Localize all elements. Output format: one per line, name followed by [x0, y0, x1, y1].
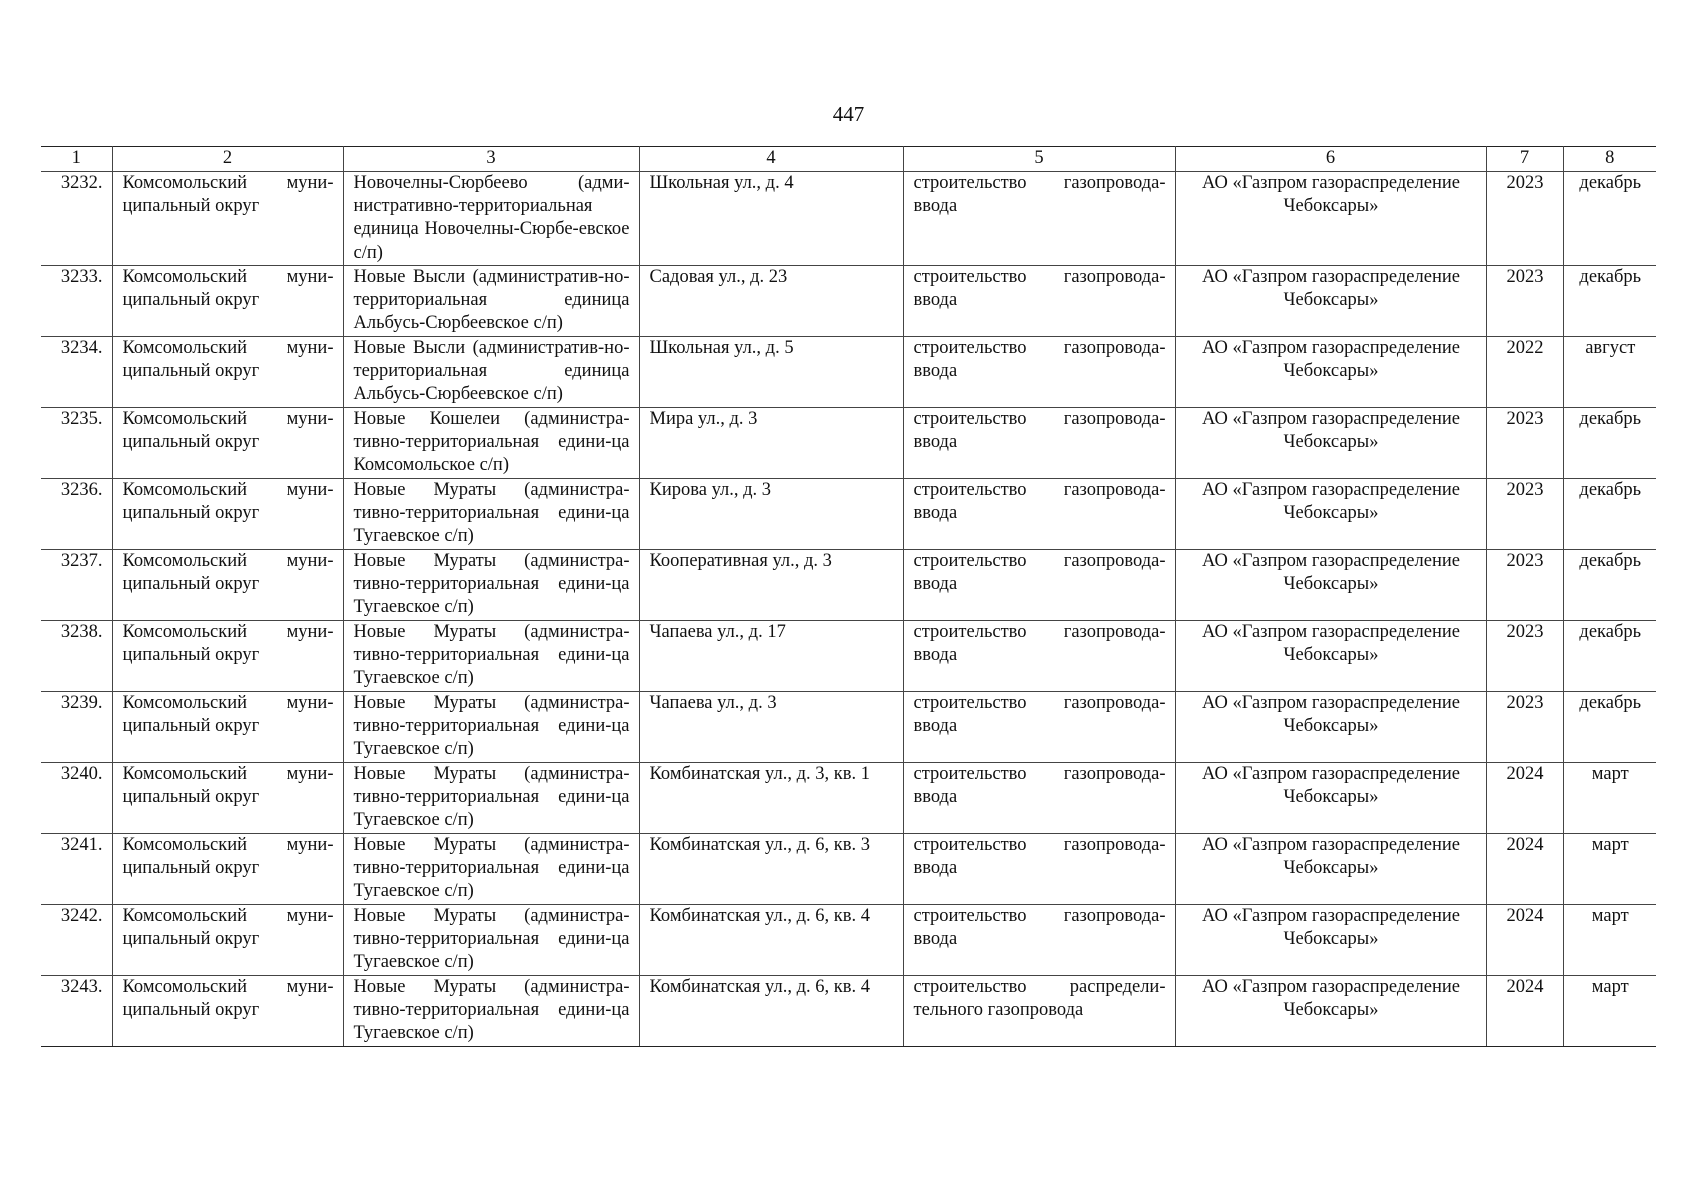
table-row: [41, 478, 1656, 549]
work-type-cell: строительство газопровода-ввода: [903, 265, 1175, 336]
contractor-cell: АО «Газпром газораспределение Чебоксары»: [1175, 172, 1486, 266]
row-number: 3235.: [41, 407, 112, 478]
work-type-cell: строительство газопровода-ввода: [903, 691, 1175, 762]
contractor-cell: АО «Газпром газораспределение Чебоксары»: [1175, 975, 1486, 1046]
table-row: [41, 172, 1656, 266]
table-row: [41, 265, 1656, 336]
district-cell: Комсомольский муни-ципальный округ: [112, 478, 343, 549]
contractor-cell: АО «Газпром газораспределение Чебоксары»: [1175, 549, 1486, 620]
year-cell: 2023: [1486, 620, 1563, 691]
row-number: 3243.: [41, 975, 112, 1046]
year-cell: 2024: [1486, 762, 1563, 833]
row-number: 3234.: [41, 336, 112, 407]
table-row: [41, 762, 1656, 833]
address-cell: Мира ул., д. 3: [639, 407, 903, 478]
settlement-cell: Новочелны-Сюрбеево (адми-нистративно-территориальная единица Новочелны-Сюрбе-евское с/п): [343, 172, 639, 266]
settlement-cell: Новые Мураты (администра-тивно-территориальная едини-ца Тугаевское с/п): [343, 620, 639, 691]
district-cell: Комсомольский муни-ципальный округ: [112, 762, 343, 833]
month-cell: март: [1563, 975, 1656, 1046]
year-cell: 2023: [1486, 478, 1563, 549]
address-cell: Кооперативная ул., д. 3: [639, 549, 903, 620]
row-number: 3240.: [41, 762, 112, 833]
year-cell: 2024: [1486, 833, 1563, 904]
district-cell: Комсомольский муни-ципальный округ: [112, 265, 343, 336]
row-number: 3232.: [41, 172, 112, 266]
table-row: [41, 407, 1656, 478]
month-cell: декабрь: [1563, 172, 1656, 266]
month-cell: август: [1563, 336, 1656, 407]
row-number: 3238.: [41, 620, 112, 691]
month-cell: декабрь: [1563, 478, 1656, 549]
address-cell: Чапаева ул., д. 3: [639, 691, 903, 762]
contractor-cell: АО «Газпром газораспределение Чебоксары»: [1175, 478, 1486, 549]
year-cell: 2023: [1486, 549, 1563, 620]
column-header: 3: [343, 147, 639, 172]
table-row: [41, 691, 1656, 762]
row-number: 3241.: [41, 833, 112, 904]
table-row: [41, 336, 1656, 407]
address-cell: Школьная ул., д. 4: [639, 172, 903, 266]
district-cell: Комсомольский муни-ципальный округ: [112, 172, 343, 266]
row-number: 3236.: [41, 478, 112, 549]
year-cell: 2024: [1486, 975, 1563, 1046]
settlement-cell: Новые Мураты (администра-тивно-территориальная едини-ца Тугаевское с/п): [343, 691, 639, 762]
row-number: 3239.: [41, 691, 112, 762]
row-number: 3237.: [41, 549, 112, 620]
year-cell: 2022: [1486, 336, 1563, 407]
settlement-cell: Новые Мураты (администра-тивно-территориальная едини-ца Тугаевское с/п): [343, 975, 639, 1046]
contractor-cell: АО «Газпром газораспределение Чебоксары»: [1175, 265, 1486, 336]
month-cell: декабрь: [1563, 620, 1656, 691]
table-row: [41, 549, 1656, 620]
district-cell: Комсомольский муни-ципальный округ: [112, 691, 343, 762]
contractor-cell: АО «Газпром газораспределение Чебоксары»: [1175, 620, 1486, 691]
district-cell: Комсомольский муни-ципальный округ: [112, 336, 343, 407]
district-cell: Комсомольский муни-ципальный округ: [112, 975, 343, 1046]
column-header: 8: [1563, 147, 1656, 172]
column-number-row: [41, 147, 1656, 172]
gasification-table: [41, 146, 1656, 1047]
work-type-cell: строительство газопровода-ввода: [903, 833, 1175, 904]
contractor-cell: АО «Газпром газораспределение Чебоксары»: [1175, 762, 1486, 833]
column-header: 7: [1486, 147, 1563, 172]
table-row: [41, 975, 1656, 1046]
work-type-cell: строительство газопровода-ввода: [903, 904, 1175, 975]
month-cell: декабрь: [1563, 407, 1656, 478]
page-number: 447: [832, 102, 865, 126]
contractor-cell: АО «Газпром газораспределение Чебоксары»: [1175, 904, 1486, 975]
work-type-cell: строительство газопровода-ввода: [903, 620, 1175, 691]
work-type-cell: строительство газопровода-ввода: [903, 762, 1175, 833]
settlement-cell: Новые Мураты (администра-тивно-территориальная едини-ца Тугаевское с/п): [343, 762, 639, 833]
month-cell: декабрь: [1563, 265, 1656, 336]
address-cell: Комбинатская ул., д. 3, кв. 1: [639, 762, 903, 833]
year-cell: 2023: [1486, 265, 1563, 336]
settlement-cell: Новые Кошелеи (администра-тивно-территориальная едини-ца Комсомольское с/п): [343, 407, 639, 478]
row-number: 3242.: [41, 904, 112, 975]
contractor-cell: АО «Газпром газораспределение Чебоксары»: [1175, 833, 1486, 904]
table-row: [41, 904, 1656, 975]
work-type-cell: строительство газопровода-ввода: [903, 549, 1175, 620]
address-cell: Комбинатская ул., д. 6, кв. 3: [639, 833, 903, 904]
column-header: 4: [639, 147, 903, 172]
month-cell: март: [1563, 833, 1656, 904]
year-cell: 2023: [1486, 172, 1563, 266]
contractor-cell: АО «Газпром газораспределение Чебоксары»: [1175, 336, 1486, 407]
settlement-cell: Новые Мураты (администра-тивно-территориальная едини-ца Тугаевское с/п): [343, 904, 639, 975]
column-header: 6: [1175, 147, 1486, 172]
settlement-cell: Новые Высли (административ-но-территориальная единица Альбусь-Сюрбеевское с/п): [343, 336, 639, 407]
work-type-cell: строительство газопровода-ввода: [903, 336, 1175, 407]
settlement-cell: Новые Мураты (администра-тивно-территориальная едини-ца Тугаевское с/п): [343, 549, 639, 620]
address-cell: Комбинатская ул., д. 6, кв. 4: [639, 904, 903, 975]
district-cell: Комсомольский муни-ципальный округ: [112, 549, 343, 620]
work-type-cell: строительство распредели-тельного газопровода: [903, 975, 1175, 1046]
address-cell: Школьная ул., д. 5: [639, 336, 903, 407]
contractor-cell: АО «Газпром газораспределение Чебоксары»: [1175, 407, 1486, 478]
address-cell: Садовая ул., д. 23: [639, 265, 903, 336]
row-number: 3233.: [41, 265, 112, 336]
month-cell: март: [1563, 904, 1656, 975]
column-header: 1: [41, 147, 112, 172]
year-cell: 2023: [1486, 691, 1563, 762]
address-cell: Чапаева ул., д. 17: [639, 620, 903, 691]
work-type-cell: строительство газопровода-ввода: [903, 407, 1175, 478]
year-cell: 2024: [1486, 904, 1563, 975]
work-type-cell: строительство газопровода-ввода: [903, 172, 1175, 266]
table-row: [41, 833, 1656, 904]
address-cell: Кирова ул., д. 3: [639, 478, 903, 549]
settlement-cell: Новые Мураты (администра-тивно-территориальная едини-ца Тугаевское с/п): [343, 478, 639, 549]
district-cell: Комсомольский муни-ципальный округ: [112, 620, 343, 691]
settlement-cell: Новые Мураты (администра-тивно-территориальная едини-ца Тугаевское с/п): [343, 833, 639, 904]
work-type-cell: строительство газопровода-ввода: [903, 478, 1175, 549]
year-cell: 2023: [1486, 407, 1563, 478]
table-row: [41, 620, 1656, 691]
month-cell: декабрь: [1563, 549, 1656, 620]
contractor-cell: АО «Газпром газораспределение Чебоксары»: [1175, 691, 1486, 762]
month-cell: март: [1563, 762, 1656, 833]
district-cell: Комсомольский муни-ципальный округ: [112, 407, 343, 478]
settlement-cell: Новые Высли (административ-но-территориальная единица Альбусь-Сюрбеевское с/п): [343, 265, 639, 336]
column-header: 5: [903, 147, 1175, 172]
district-cell: Комсомольский муни-ципальный округ: [112, 904, 343, 975]
month-cell: декабрь: [1563, 691, 1656, 762]
district-cell: Комсомольский муни-ципальный округ: [112, 833, 343, 904]
address-cell: Комбинатская ул., д. 6, кв. 4: [639, 975, 903, 1046]
column-header: 2: [112, 147, 343, 172]
